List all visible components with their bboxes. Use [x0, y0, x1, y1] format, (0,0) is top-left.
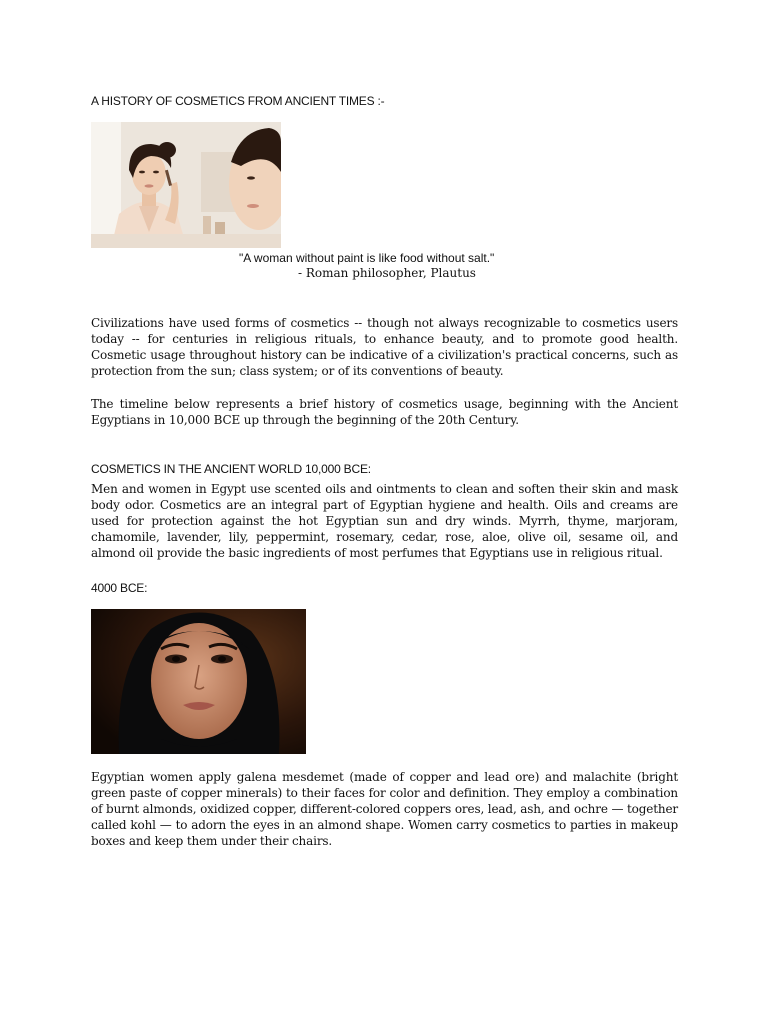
document-title: A HISTORY OF COSMETICS FROM ANCIENT TIMES :-	[91, 94, 385, 108]
quote-text: "A woman without paint is like food without salt."	[239, 251, 495, 265]
woman-in-hijab-photo	[91, 609, 306, 754]
woman-at-mirror-photo	[91, 122, 281, 248]
bce-4000-heading: 4000 BCE:	[91, 581, 148, 595]
ancient-world-heading: COSMETICS IN THE ANCIENT WORLD 10,000 BCE:	[91, 462, 371, 476]
timeline-paragraph: The timeline below represents a brief history of cosmetics usage, beginning with the Ancient Egyptians in 10,000 BCE up through the beginning of the 20th Century.	[91, 397, 678, 428]
bce-4000-body: Egyptian women apply galena mesdemet (made of copper and lead ore) and malachite (bright green paste of copper minerals) to their faces for color and definition. They employ a combination of burnt almonds, oxidized copper, different-colored coppers ores, lead, ash, and ochre — together called kohl — to adorn the eyes in an almond shape. Women carry cosmetics to parties in makeup boxes and keep them under their chairs.	[91, 770, 678, 849]
intro-paragraph: Civilizations have used forms of cosmetics -- though not always recognizable to cosmetics users today -- for centuries in religious rituals, to enhance beauty, and to promote good health. Cosmetic usage throughout history can be indicative of a civilization's practical concerns, such as protection from the sun; class system; or of its conventions of beauty.	[91, 316, 678, 379]
quote-attribution: - Roman philosopher, Plautus	[298, 266, 476, 280]
ancient-world-body: Men and women in Egypt use scented oils and ointments to clean and soften their skin and mask body odor. Cosmetics are an integral part of Egyptian hygiene and health. Oils and creams are used for protection against the hot Egyptian sun and dry winds. Myrrh, thyme, marjoram, chamomile, lavender, lily, peppermint, rosemary, cedar, rose, aloe, olive oil, sesame oil, and almond oil provide the basic ingredients of most perfumes that Egyptians use in religious ritual.	[91, 482, 678, 561]
